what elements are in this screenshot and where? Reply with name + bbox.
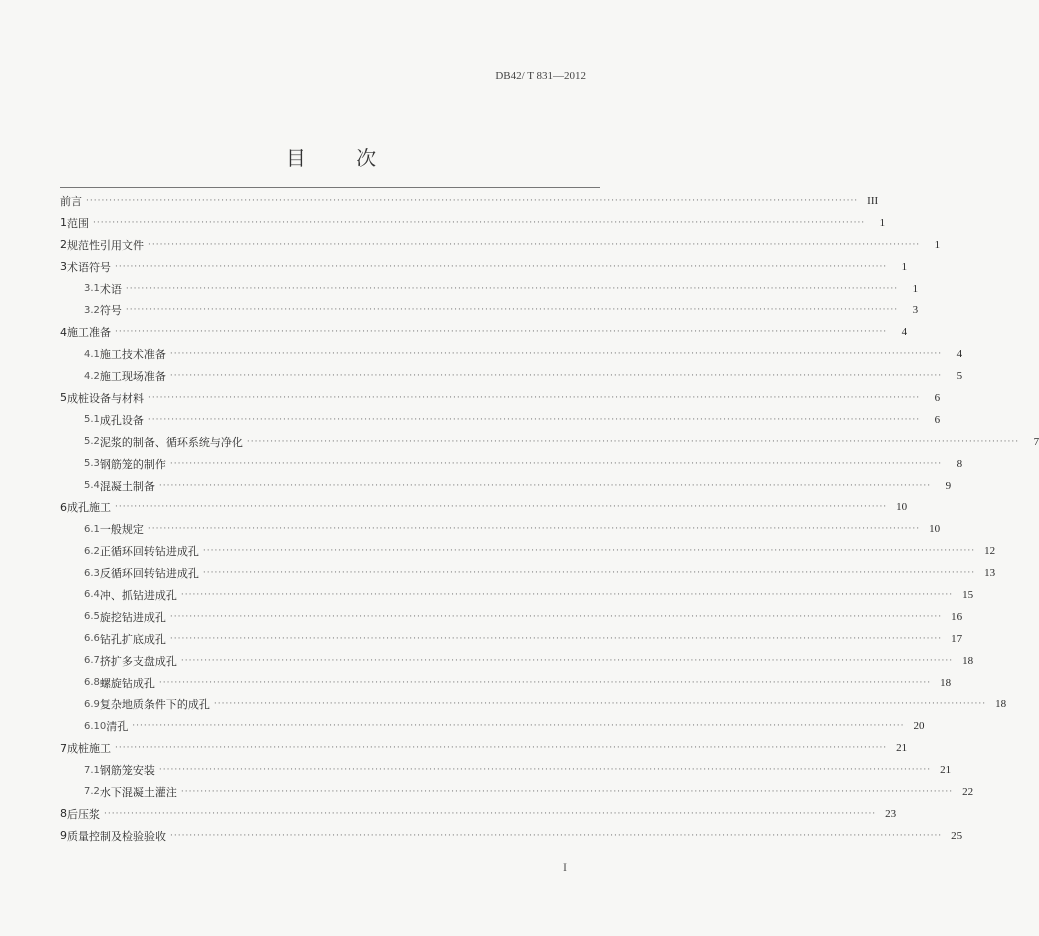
toc-entry-title: 螺旋钻成孔 <box>99 676 155 690</box>
toc-entry-number: 9 <box>60 829 67 843</box>
toc-entry-page: 9 <box>945 479 952 492</box>
toc-leader-dots: ········································································································································································································ <box>169 349 943 360</box>
toc-leader-dots: ········································································································································································································ <box>148 392 921 403</box>
toc-entry-title: 水下混凝土灌注 <box>99 785 177 799</box>
toc-leader-dots: ········································································································································································································ <box>86 195 859 206</box>
toc-entry[interactable] <box>60 606 963 628</box>
toc-entry-title: 成孔设备 <box>99 413 144 427</box>
toc-leader-dots: ········································································································································································································ <box>169 611 943 622</box>
toc-entry-title: 施工技术准备 <box>99 348 166 362</box>
toc-entry-number: 5.1 <box>84 414 100 426</box>
toc-entry-number: 8 <box>60 807 67 821</box>
toc-entry[interactable] <box>60 737 908 759</box>
toc-entry[interactable] <box>60 715 925 737</box>
toc-entry[interactable] <box>60 387 941 409</box>
toc-entry-number: 6.4 <box>84 589 100 601</box>
toc-entry-title: 术语 <box>99 282 122 296</box>
toc-entry-title: 施工准备 <box>67 326 111 340</box>
toc-entry-title: 泥浆的制备、循环系统与净化 <box>99 435 243 449</box>
toc-leader-dots: ········································································································································································································ <box>202 546 976 557</box>
toc-entry-page: 12 <box>984 545 996 558</box>
toc-leader-dots: ········································································································································································································ <box>147 414 921 425</box>
toc-entry-title: 符号 <box>99 304 122 318</box>
toc-leader-dots: ········································································································································································································ <box>158 480 932 491</box>
toc-leader-dots: ········································································································································································································ <box>213 699 987 710</box>
toc-entry[interactable] <box>60 365 963 387</box>
toc-entry-number: 4 <box>60 325 67 339</box>
toc-entry-number: 5 <box>60 391 67 405</box>
toc-entry-number: 3 <box>60 260 67 274</box>
toc-leader-dots: ········································································································································································································ <box>147 524 921 535</box>
toc-entry-title: 钻孔扩底成孔 <box>99 632 166 646</box>
toc-entry-number: 1 <box>60 216 67 230</box>
toc-entry[interactable] <box>60 781 974 803</box>
toc-entry-title: 术语符号 <box>67 260 111 274</box>
toc-entry[interactable] <box>60 190 879 212</box>
toc-leader-dots: ········································································································································································································ <box>104 808 877 819</box>
toc-leader-dots: ········································································································································································································ <box>115 502 888 513</box>
toc-entry-page: 16 <box>951 610 963 623</box>
toc-entry-title: 钢筋笼的制作 <box>99 457 166 471</box>
toc-entry-number: 5.2 <box>84 436 100 448</box>
toc-entry-title: 冲、抓钻进成孔 <box>99 588 177 602</box>
toc-entry-page: 18 <box>962 654 974 667</box>
toc-entry-page: III <box>867 194 879 207</box>
toc-entry-page: 7 <box>1033 435 1039 448</box>
toc-entry[interactable] <box>60 759 952 781</box>
toc-entry[interactable] <box>60 672 952 694</box>
toc-entry[interactable] <box>60 234 941 256</box>
toc-entry-number: 4.1 <box>84 348 100 360</box>
toc-leader-dots: ········································································································································································································ <box>180 589 954 600</box>
toc-entry[interactable] <box>60 496 908 518</box>
toc-entry-page: 20 <box>913 720 925 733</box>
toc-leader-dots: ········································································································································································································ <box>180 786 954 797</box>
toc-entry-title: 成孔施工 <box>67 501 111 515</box>
toc-entry-title: 复杂地质条件下的成孔 <box>99 698 210 712</box>
toc-leader-dots: ········································································································································································································ <box>93 217 866 228</box>
toc-entry[interactable] <box>60 518 941 540</box>
toc-entry-page: 1 <box>901 260 908 273</box>
toc-entry-title: 规范性引用文件 <box>67 238 144 252</box>
toc-entry-number: 6.8 <box>84 677 100 689</box>
toc-entry-title: 后压浆 <box>67 807 100 821</box>
toc-entry-page: 21 <box>940 764 952 777</box>
toc-entry-title: 清孔 <box>106 720 129 734</box>
toc-leader-dots: ········································································································································································································ <box>246 436 1020 447</box>
toc-entry-page: 13 <box>984 567 996 580</box>
toc-entry-page: 22 <box>962 785 974 798</box>
standard-code: DB42/ T 831—2012 <box>495 70 586 82</box>
toc-leader-dots: ········································································································································································································ <box>169 371 943 382</box>
toc-entry[interactable] <box>60 431 1039 453</box>
toc-entry-title: 反循环回转钻进成孔 <box>99 567 199 581</box>
toc-entry-title: 混凝土制备 <box>99 479 155 493</box>
toc-entry-page: 18 <box>940 676 952 689</box>
toc-entry-page: 6 <box>934 391 941 404</box>
toc-entry[interactable] <box>60 584 974 606</box>
toc-entry-page: 1 <box>934 238 941 251</box>
toc-entry-page: 18 <box>995 698 1007 711</box>
toc-entry-number: 5.3 <box>84 458 100 470</box>
toc-leader-dots: ········································································································································································································ <box>115 261 888 272</box>
toc-entry-page: 1 <box>879 216 886 229</box>
toc-entry-title: 旋挖钻进成孔 <box>99 610 166 624</box>
table-of-contents <box>60 190 1039 847</box>
toc-entry-number: 7 <box>60 741 67 755</box>
toc-entry[interactable] <box>60 299 919 321</box>
toc-entry-title: 正循环回转钻进成孔 <box>99 545 199 559</box>
toc-entry-title: 施工现场准备 <box>99 370 166 384</box>
toc-entry-title: 一般规定 <box>99 523 144 537</box>
toc-entry-number: 7.2 <box>84 786 100 798</box>
toc-entry-title: 成桩设备与材料 <box>67 391 144 405</box>
toc-leader-dots: ········································································································································································································ <box>169 458 943 469</box>
toc-entry-title: 前言 <box>60 194 82 208</box>
toc-entry-page: 25 <box>951 829 963 842</box>
title-rule <box>60 187 600 188</box>
toc-leader-dots: ········································································································································································································ <box>169 633 943 644</box>
toc-entry[interactable] <box>60 803 897 825</box>
toc-entry-title: 钢筋笼安装 <box>99 764 155 778</box>
toc-entry-title: 质量控制及检验验收 <box>67 829 166 843</box>
toc-entry[interactable] <box>60 321 908 343</box>
toc-entry-number: 7.1 <box>84 764 100 776</box>
toc-entry-number: 3.1 <box>84 283 100 294</box>
toc-entry-page: 8 <box>956 457 963 470</box>
toc-entry[interactable] <box>60 256 908 278</box>
toc-entry-page: 17 <box>951 632 963 645</box>
toc-entry-number: 5.4 <box>84 480 100 492</box>
toc-entry-page: 10 <box>896 501 908 514</box>
toc-entry-title: 挤扩多支盘成孔 <box>99 654 177 668</box>
toc-leader-dots: ········································································································································································································ <box>148 239 921 250</box>
toc-entry-page: 23 <box>885 807 897 820</box>
toc-entry[interactable] <box>60 278 919 300</box>
toc-entry-number: 3.2 <box>84 304 100 316</box>
toc-leader-dots: ········································································································································································································ <box>158 677 932 688</box>
toc-entry-number: 6.7 <box>84 655 100 667</box>
toc-entry[interactable] <box>60 540 996 562</box>
toc-leader-dots: ········································································································································································································ <box>115 743 888 754</box>
toc-entry[interactable] <box>60 453 963 475</box>
toc-entry-page: 4 <box>901 326 908 339</box>
toc-entry-page: 3 <box>912 304 919 317</box>
toc-entry[interactable] <box>60 212 886 234</box>
toc-leader-dots: ········································································································································································································ <box>132 721 905 732</box>
toc-leader-dots: ········································································································································································································ <box>158 765 932 776</box>
toc-entry-number: 6.10 <box>84 720 107 732</box>
toc-entry-number: 2 <box>60 238 67 252</box>
toc-leader-dots: ········································································································································································································ <box>125 283 899 294</box>
toc-entry-number: 6.9 <box>84 698 100 710</box>
toc-entry[interactable] <box>60 409 941 431</box>
toc-leader-dots: ········································································································································································································ <box>125 305 899 316</box>
toc-entry-page: 10 <box>929 523 941 536</box>
toc-entry-page: 6 <box>934 413 941 426</box>
toc-entry[interactable] <box>60 562 996 584</box>
toc-entry-number: 6.5 <box>84 611 100 623</box>
toc-entry-number: 4.2 <box>84 370 100 382</box>
toc-entry[interactable] <box>60 693 1007 715</box>
toc-entry-number: 6.2 <box>84 545 100 557</box>
footer-page-number: I <box>563 860 567 874</box>
toc-entry-title: 成桩施工 <box>67 742 111 756</box>
toc-entry-page: 1 <box>912 282 919 295</box>
page-title: 目 次 <box>285 146 399 170</box>
toc-entry-title: 范围 <box>67 216 89 230</box>
toc-entry-page: 15 <box>962 588 974 601</box>
toc-entry[interactable] <box>60 650 974 672</box>
toc-entry-page: 21 <box>896 742 908 755</box>
toc-entry-page: 4 <box>956 348 963 361</box>
toc-entry-page: 5 <box>956 370 963 383</box>
toc-entry[interactable] <box>60 475 952 497</box>
toc-entry[interactable] <box>60 343 963 365</box>
toc-leader-dots: ········································································································································································································ <box>202 568 976 579</box>
toc-leader-dots: ········································································································································································································ <box>180 655 954 666</box>
toc-leader-dots: ········································································································································································································ <box>170 830 943 841</box>
toc-entry-number: 6.1 <box>84 523 100 535</box>
toc-entry-number: 6 <box>60 500 67 514</box>
toc-leader-dots: ········································································································································································································ <box>115 327 888 338</box>
toc-entry-number: 6.6 <box>84 633 100 645</box>
toc-entry-number: 6.3 <box>84 567 100 579</box>
toc-entry[interactable] <box>60 825 963 847</box>
toc-entry[interactable] <box>60 628 963 650</box>
